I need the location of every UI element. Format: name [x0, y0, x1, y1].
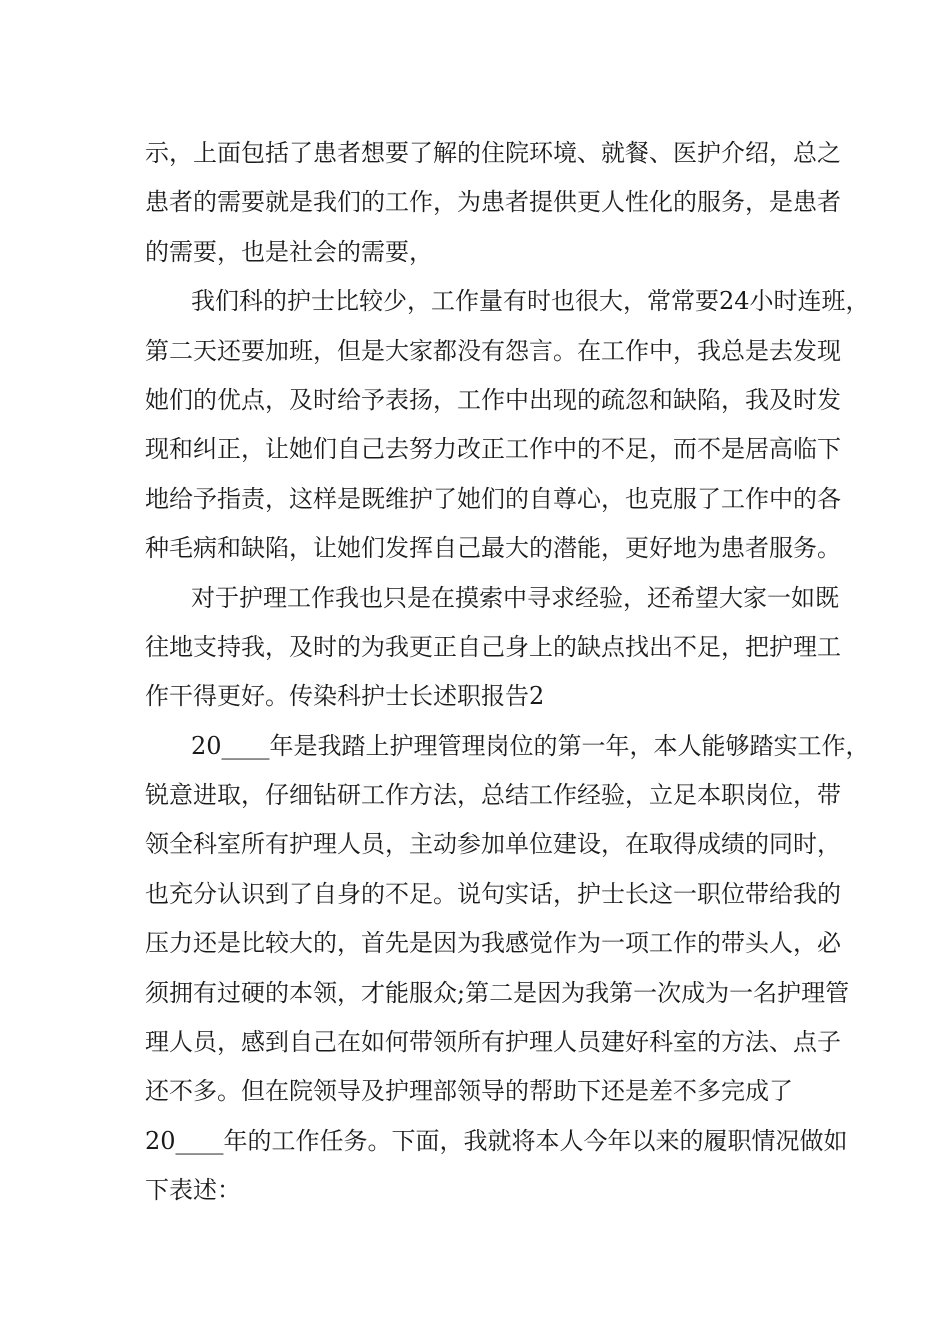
text-line: 作干得更好。传染科护士长述职报告2 — [145, 682, 545, 711]
text-line: 压力还是比较大的，首先是因为我感觉作为一项工作的带头人，必 — [145, 929, 841, 958]
text-line: 她们的优点，及时给予表扬，工作中出现的疏忽和缺陷，我及时发 — [145, 385, 841, 414]
text-line: 下表述： — [145, 1176, 241, 1205]
document-body — [145, 129, 870, 1216]
text-line: 须拥有过硬的本领，才能服众;第二是因为我第一次成为一名护理管 — [145, 978, 850, 1007]
text-line: 锐意进取，仔细钻研工作方法，总结工作经验，立足本职岗位，带 — [145, 781, 841, 810]
text-line: 现和纠正，让她们自己去努力改正工作中的不足，而不是居高临下 — [145, 435, 841, 464]
text-line: 往地支持我，及时的为我更正自己身上的缺点找出不足，把护理工 — [145, 632, 841, 661]
paragraph-start-line: 我们科的护士比较少，工作量有时也很大，常常要24小时连班， — [191, 287, 870, 316]
text-line: 理人员，感到自己在如何带领所有护理人员建好科室的方法、点子 — [145, 1028, 841, 1057]
paragraph-start-line: 对于护理工作我也只是在摸索中寻求经验，还希望大家一如既 — [191, 583, 839, 612]
text-line: 第二天还要加班，但是大家都没有怨言。在工作中，我总是去发现 — [145, 336, 841, 365]
text-line: 也充分认识到了自身的不足。说句实话，护士长这一职位带给我的 — [145, 879, 841, 908]
paragraph-start-line: 20____年是我踏上护理管理岗位的第一年，本人能够踏实工作， — [191, 731, 870, 760]
text-line: 领全科室所有护理人员，主动参加单位建设，在取得成绩的同时， — [145, 830, 841, 859]
text-line: 还不多。但在院领导及护理部领导的帮助下还是差不多完成了 — [145, 1077, 793, 1106]
text-line: 种毛病和缺陷，让她们发挥自己最大的潜能，更好地为患者服务。 — [145, 534, 841, 563]
text-line: 地给予指责，这样是既维护了她们的自尊心，也克服了工作中的各 — [145, 484, 841, 513]
text-line: 患者的需要就是我们的工作，为患者提供更人性化的服务，是患者 — [145, 188, 841, 217]
text-line: 示，上面包括了患者想要了解的住院环境、就餐、医护介绍，总之 — [145, 139, 841, 167]
text-line: 20____年的工作任务。下面，我就将本人今年以来的履职情况做如 — [145, 1126, 848, 1155]
text-line: 的需要，也是社会的需要， — [145, 237, 433, 266]
